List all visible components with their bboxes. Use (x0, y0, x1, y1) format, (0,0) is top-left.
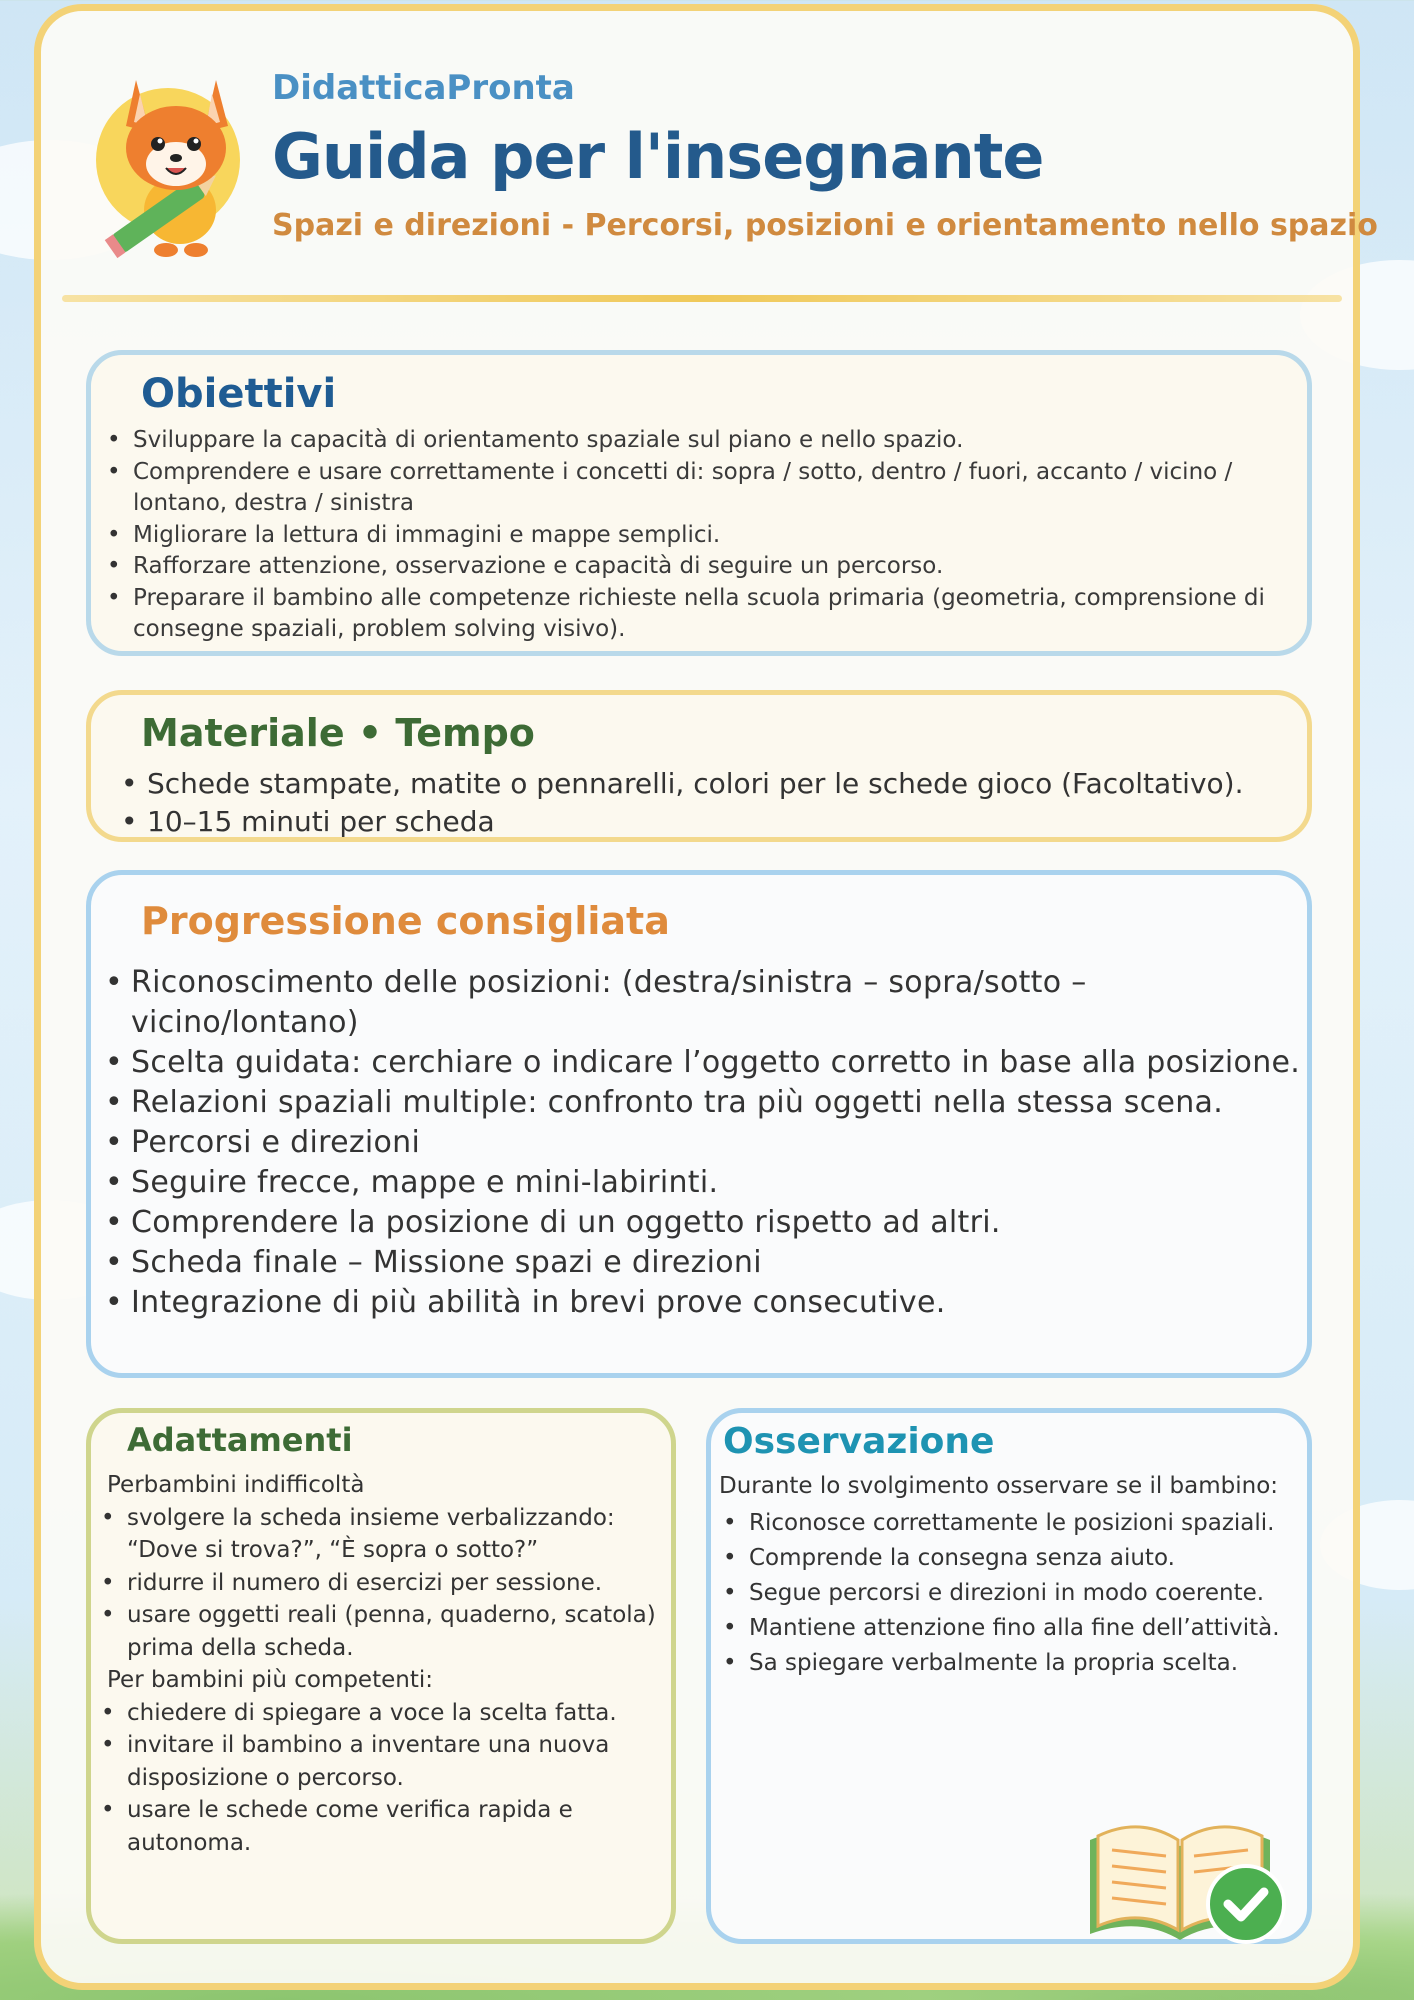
list-item: • Seguire frecce, mappe e mini-labirinti. (131, 1163, 1301, 1203)
list-item: • invitare il bambino a inventare una nuova disposizione o percorso. (127, 1729, 665, 1794)
osservazione-title: Osservazione (723, 1421, 995, 1462)
list-item: • Segue percorsi e direzioni in modo coerente. (749, 1576, 1307, 1611)
progressione-list (131, 963, 1301, 1323)
list-item: • Integrazione di più abilità in brevi prove consecutive. (131, 1283, 1301, 1323)
open-book-icon (1080, 1810, 1290, 1950)
header-divider (62, 295, 1342, 302)
list-item: • Riconoscimento delle posizioni: (destra/sinistra – sopra/sotto – vicino/lontano) (131, 963, 1301, 1043)
page-title: Guida per l'insegnante (272, 120, 1044, 193)
obiettivi-card (86, 350, 1312, 656)
list-item: • 10–15 minuti per scheda (147, 803, 1307, 841)
list-item: • ridurre il numero di esercizi per sessione. (127, 1567, 665, 1600)
list-item: • Comprendere la posizione di un oggetto rispetto ad altri. (131, 1203, 1301, 1243)
list-item: • Scheda finale – Missione spazi e direzioni (131, 1243, 1301, 1283)
list-item: • Riconosce correttamente le posizioni spaziali. (749, 1506, 1307, 1541)
progressione-card (86, 870, 1312, 1378)
adattamenti-list-1 (105, 1502, 665, 1665)
osservazione-list (711, 1504, 1307, 1681)
adattamenti-list-2 (105, 1697, 665, 1860)
list-item: • usare le schede come verifica rapida e autonoma. (127, 1794, 665, 1859)
obiettivi-list (133, 425, 1293, 646)
progressione-title: Progressione consigliata (141, 899, 670, 943)
list-item: • Comprende la consegna senza aiuto. (749, 1541, 1307, 1576)
list-item: • Comprendere e usare correttamente i concetti di: sopra / sotto, dentro / fuori, accanto / vicino / lontano, destra / sinistra (133, 457, 1293, 520)
list-item: • Schede stampate, matite o pennarelli, colori per le schede gioco (Facoltativo). (147, 765, 1307, 803)
list-item: • Relazioni spaziali multiple: confronto tra più oggetti nella stessa scena. (131, 1083, 1301, 1123)
osservazione-intro: Durante lo svolgimento osservare se il bambino: (719, 1473, 1279, 1499)
brand-name: DidatticaPronta (272, 68, 575, 108)
group-label: Perbambini indifficoltà (107, 1472, 365, 1498)
list-item: • Preparare il bambino alle competenze richieste nella scuola primaria (geometria, comprensione di consegne spaziali, problem solving visivo). (133, 583, 1293, 646)
materiale-title: Materiale • Tempo (141, 711, 535, 755)
list-item: • Migliorare la lettura di immagini e mappe semplici. (133, 520, 1293, 552)
fox-mascot-icon (88, 40, 258, 260)
check-icon (1208, 1866, 1284, 1942)
group-label: Per bambini più competenti: (107, 1667, 433, 1693)
list-item: • Percorsi e direzioni (131, 1123, 1301, 1163)
list-item: • Mantiene attenzione fino alla fine dell’attività. (749, 1611, 1307, 1646)
list-item: • chiedere di spiegare a voce la scelta fatta. (127, 1697, 665, 1730)
list-item: • usare oggetti reali (penna, quaderno, scatola) prima della scheda. (127, 1599, 665, 1664)
list-item: • Rafforzare attenzione, osservazione e capacità di seguire un percorso. (133, 551, 1293, 583)
list-item: • Scelta guidata: cerchiare o indicare l’oggetto corretto in base alla posizione. (131, 1043, 1301, 1083)
materiale-card (86, 690, 1312, 842)
list-item: • Sa spiegare verbalmente la propria scelta. (749, 1646, 1307, 1681)
page-subtitle: Spazi e direzioni - Percorsi, posizioni e orientamento nello spazio (272, 208, 1378, 243)
list-item: • svolgere la scheda insieme verbalizzando: “Dove si trova?”, “È sopra o sotto?” (127, 1502, 665, 1567)
adattamenti-card (86, 1408, 676, 1944)
adattamenti-title: Adattamenti (127, 1421, 353, 1459)
obiettivi-title: Obiettivi (141, 371, 337, 417)
materiale-list (147, 765, 1307, 841)
list-item: • Sviluppare la capacità di orientamento spaziale sul piano e nello spazio. (133, 425, 1293, 457)
